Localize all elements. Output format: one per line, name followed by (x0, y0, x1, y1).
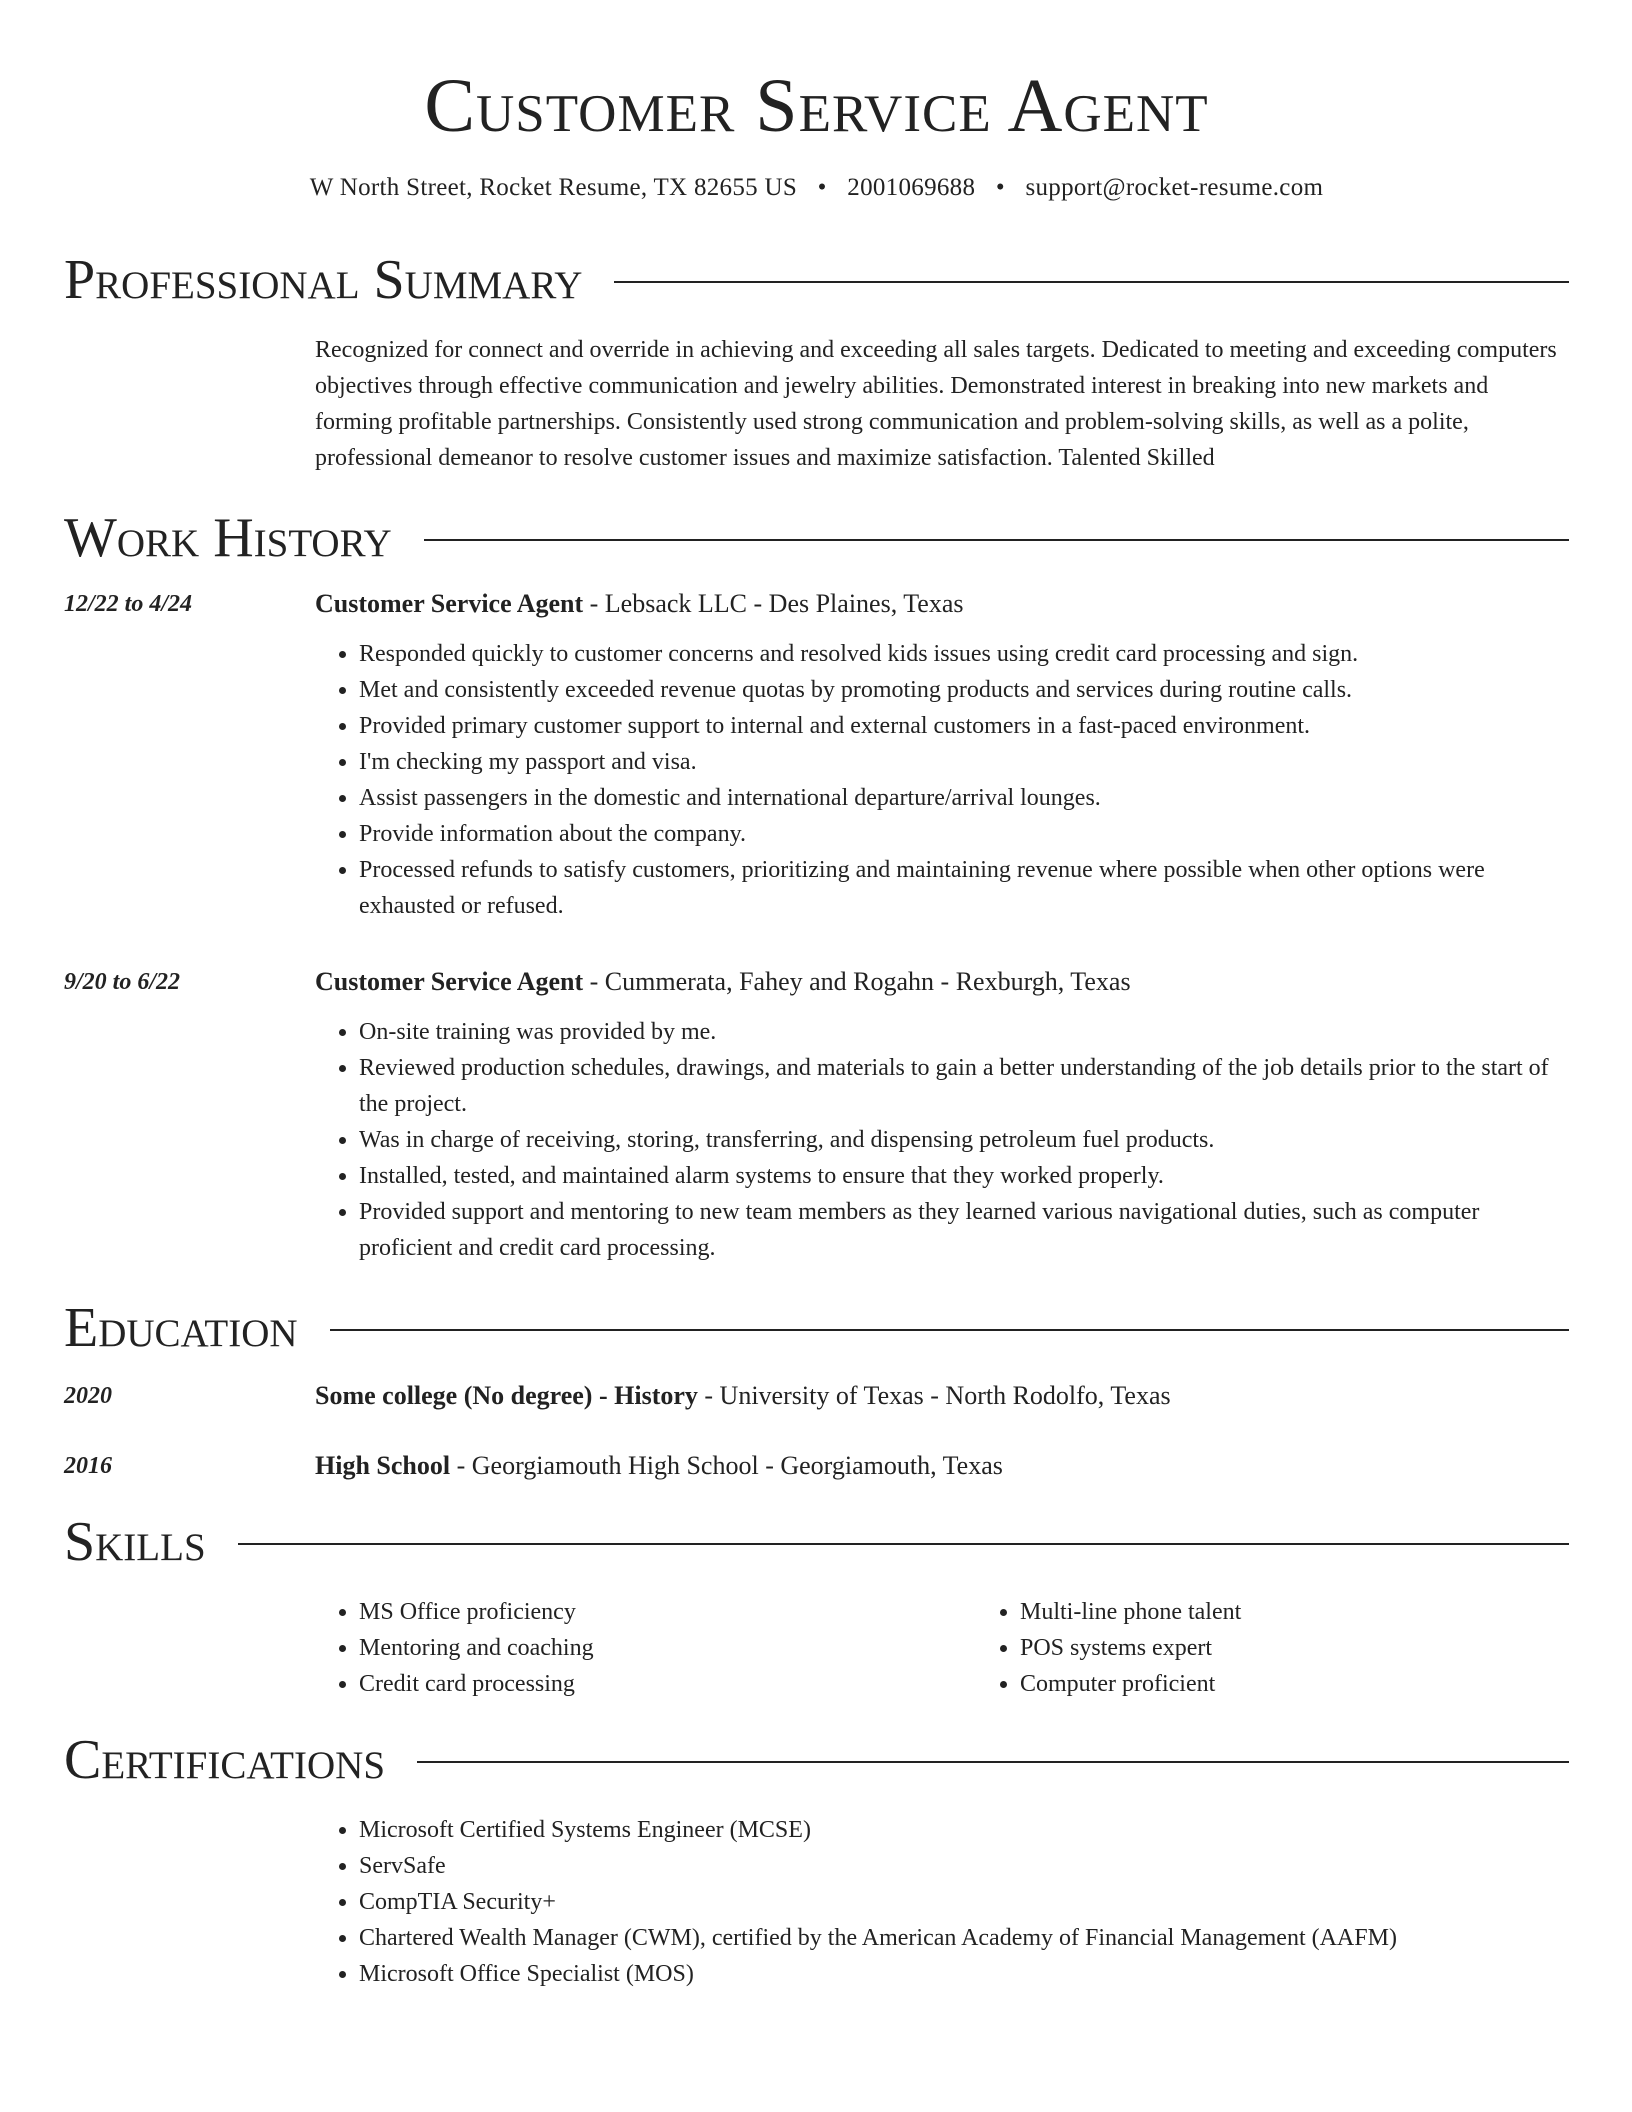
job-bullet: • Reviewed production schedules, drawings, and materials to gain a better understanding of the job details prior to the start of the project. (359, 1050, 1569, 1122)
job-bullet: • I'm checking my passport and visa. (359, 744, 1569, 780)
skills-row (64, 1594, 1569, 1702)
skills-list-right (976, 1594, 1632, 1702)
job-entry (64, 586, 1569, 924)
job-bullet: • Responded quickly to customer concerns and resolved kids issues using credit card processing and sign. (359, 636, 1569, 672)
job-bullet: • Installed, tested, and maintained alarm systems to ensure that they worked properly. (359, 1158, 1569, 1194)
education-year: 2016 (64, 1453, 112, 1479)
education-school: - Georgiamouth High School - Georgiamouth, Texas (450, 1451, 1003, 1480)
education-entry (64, 1378, 1569, 1414)
section-title-education: Education (64, 1297, 298, 1359)
section-header-skills (64, 1510, 1569, 1574)
certifications-details (315, 1812, 1569, 1992)
summary-text: Recognized for connect and override in achieving and exceeding all sales targets. Dedicated to meeting and exceeding computers objectives through effective communication and jewelry abilities. Demonstrated interest in breaking into new markets and forming profitable partnerships. Consistently used strong communication and problem-solving skills, as well as a polite, professional demeanor to resolve customer issues and maximize satisfaction. Talented Skilled (315, 337, 1557, 471)
skill-item: • Multi-line phone talent (1020, 1594, 1632, 1630)
section-divider (238, 1543, 1569, 1545)
skill-item: • Mentoring and coaching (359, 1630, 976, 1666)
job-details (315, 586, 1569, 924)
skill-item: • MS Office proficiency (359, 1594, 976, 1630)
certification-item: • ServSafe (359, 1848, 1569, 1884)
section-divider (330, 1329, 1569, 1331)
job-title-line (315, 586, 1569, 622)
skills-list-left (315, 1594, 976, 1702)
education-degree: High School (315, 1451, 451, 1480)
contact-separator: • (995, 174, 1005, 201)
certification-item: • CompTIA Security+ (359, 1884, 1569, 1920)
education-year: 2020 (64, 1383, 112, 1409)
education-details (315, 1378, 1569, 1414)
section-divider (614, 281, 1569, 283)
summary-spacer (64, 332, 315, 476)
skill-item: • Credit card processing (359, 1666, 976, 1702)
education-school: - University of Texas - North Rodolfo, Texas (697, 1381, 1171, 1410)
candidate-name: Customer Service Agent (424, 64, 1209, 148)
resume-page (64, 0, 1569, 1992)
job-bullet: • Provided support and mentoring to new team members as they learned various navigational duties, such as computer proficient and credit card processing. (359, 1194, 1569, 1266)
summary-row (64, 332, 1569, 476)
section-title-certifications: Certifications (64, 1729, 386, 1791)
job-title: Customer Service Agent (315, 967, 584, 996)
job-bullets (315, 1014, 1569, 1266)
section-title-work: Work History (64, 507, 392, 569)
certifications-row (64, 1812, 1569, 1992)
job-bullet: • Was in charge of receiving, storing, transferring, and dispensing petroleum fuel products. (359, 1122, 1569, 1158)
skills-spacer (64, 1594, 315, 1702)
section-header-certifications (64, 1728, 1569, 1792)
skill-item: • Computer proficient (1020, 1666, 1632, 1702)
job-bullet: • Assist passengers in the domestic and international departure/arrival lounges. (359, 780, 1569, 816)
section-divider (424, 539, 1569, 541)
job-bullets (315, 636, 1569, 924)
education-degree: Some college (No degree) - History (315, 1381, 698, 1410)
section-header-summary (64, 248, 1569, 312)
contact-separator: • (817, 174, 827, 201)
section-title-summary: Professional Summary (64, 249, 583, 311)
skill-item: • POS systems expert (1020, 1630, 1632, 1666)
job-dates: 12/22 to 4/24 (64, 591, 193, 617)
job-title: Customer Service Agent (315, 589, 584, 618)
education-entry (64, 1448, 1569, 1484)
job-details (315, 964, 1569, 1266)
job-title-line (315, 964, 1569, 1000)
contact-address: W North Street, Rocket Resume, TX 82655 US (309, 174, 798, 201)
section-title-skills: Skills (64, 1511, 206, 1573)
job-bullet: • Provided primary customer support to internal and external customers in a fast-paced environment. (359, 708, 1569, 744)
job-bullet: • Processed refunds to satisfy customers, prioritizing and maintaining revenue where possible when other options were exhausted or refused. (359, 852, 1569, 924)
certification-item: • Microsoft Certified Systems Engineer (MCSE) (359, 1812, 1569, 1848)
certifications-list (315, 1812, 1569, 1992)
certification-item: • Microsoft Office Specialist (MOS) (359, 1956, 1569, 1992)
certifications-spacer (64, 1812, 315, 1992)
education-details (315, 1448, 1569, 1484)
job-company: - Lebsack LLC - Des Plaines, Texas (583, 589, 964, 618)
job-dates: 9/20 to 6/22 (64, 969, 181, 995)
certification-item: • Chartered Wealth Manager (CWM), certified by the American Academy of Financial Management (AAFM) (359, 1920, 1569, 1956)
contact-phone: 2001069688 (847, 174, 976, 201)
skills-grid (315, 1594, 1632, 1702)
job-bullet: • Provide information about the company. (359, 816, 1569, 852)
job-bullet: • Met and consistently exceeded revenue quotas by promoting products and services during routine calls. (359, 672, 1569, 708)
section-header-work (64, 506, 1569, 570)
section-divider (417, 1761, 1569, 1763)
section-header-education (64, 1296, 1569, 1360)
job-bullet: • On-site training was provided by me. (359, 1014, 1569, 1050)
job-company: - Cummerata, Fahey and Rogahn - Rexburgh, Texas (583, 967, 1131, 996)
job-entry (64, 964, 1569, 1266)
contact-line (64, 172, 1569, 204)
contact-email: support@rocket-resume.com (1025, 174, 1324, 201)
